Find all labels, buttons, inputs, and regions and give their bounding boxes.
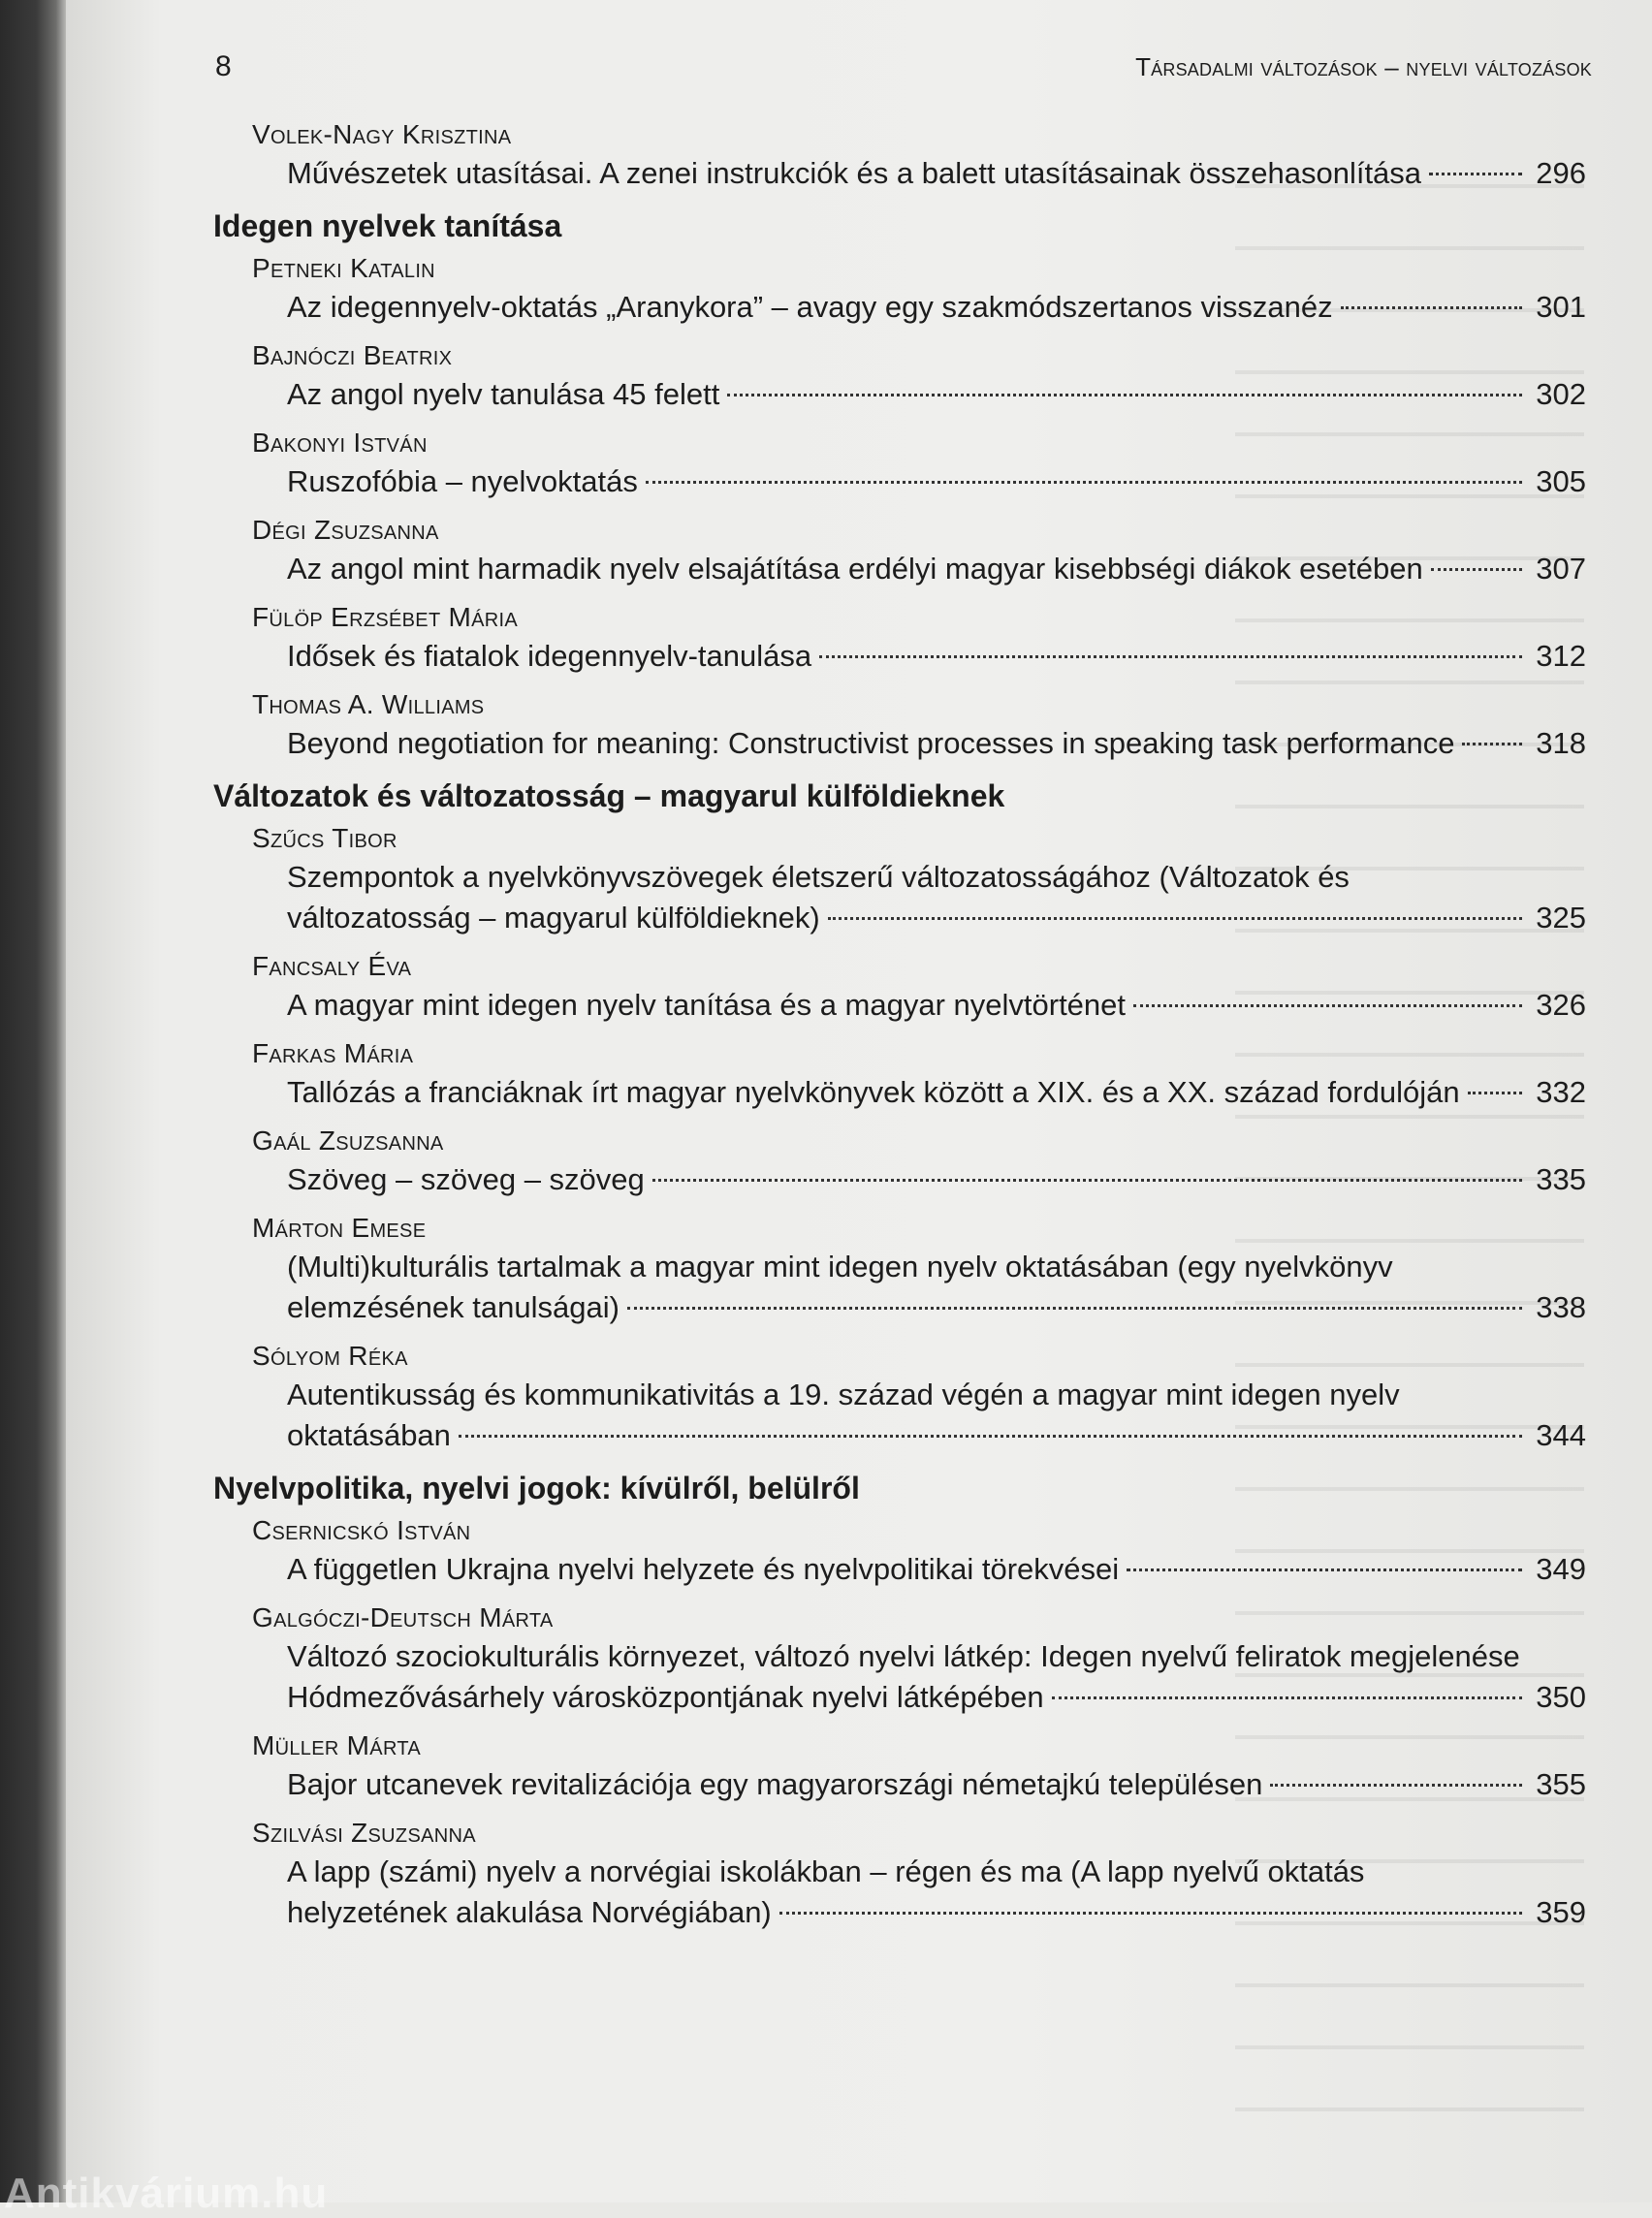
toc-entry[interactable] bbox=[194, 425, 1586, 502]
entry-title bbox=[194, 374, 1586, 415]
entry-title bbox=[194, 636, 1586, 677]
entry-title-last-line bbox=[287, 287, 1586, 328]
entry-author: Bajnóczi Beatrix bbox=[252, 340, 453, 370]
entry-author: Szűcs Tibor bbox=[252, 823, 397, 853]
entry-title-line: A független Ukrajna nyelvi helyzete és nyelvpolitikai törekvései bbox=[287, 1552, 1120, 1586]
entry-title-line: A magyar mint idegen nyelv tanítása és a magyar nyelvtörténet bbox=[287, 988, 1127, 1022]
entry-title-last-line bbox=[287, 723, 1586, 764]
entry-author: Petneki Katalin bbox=[252, 253, 435, 283]
entry-title-line: A lapp (számi) nyelv a norvégiai iskolákban – régen és ma (A lapp nyelvű oktatás bbox=[287, 1854, 1365, 1888]
dot-leader bbox=[1429, 173, 1522, 175]
entry-title-last-line bbox=[287, 374, 1586, 415]
entry-title-line: változatosság – magyarul külföldieknek) bbox=[287, 901, 820, 935]
dot-leader bbox=[779, 1912, 1522, 1915]
entry-title bbox=[194, 723, 1586, 764]
entry-title bbox=[194, 1375, 1586, 1456]
toc-entry[interactable] bbox=[194, 820, 1586, 938]
toc-entry[interactable] bbox=[194, 1727, 1586, 1805]
dot-leader bbox=[1133, 1004, 1522, 1007]
entry-title bbox=[194, 461, 1586, 502]
dot-leader bbox=[646, 481, 1522, 484]
entry-author: Sólyom Réka bbox=[252, 1341, 408, 1371]
entry-title bbox=[194, 153, 1586, 194]
entry-title bbox=[194, 549, 1586, 589]
dot-leader bbox=[828, 917, 1522, 920]
entry-author: Thomas A. Williams bbox=[252, 689, 485, 719]
entry-title-line: (Multi)kulturális tartalmak a magyar mint idegen nyelv oktatásában (egy nyelvkönyv bbox=[287, 1250, 1393, 1283]
entry-title-last-line bbox=[287, 636, 1586, 677]
entry-page-number: 338 bbox=[1536, 1290, 1586, 1324]
entry-title bbox=[194, 1636, 1586, 1718]
entry-page-number: 318 bbox=[1536, 726, 1586, 760]
entry-author: Müller Márta bbox=[252, 1730, 421, 1760]
entry-title-line: oktatásában bbox=[287, 1418, 451, 1452]
entry-page-number: 305 bbox=[1536, 464, 1586, 498]
entry-page-number: 312 bbox=[1536, 639, 1586, 673]
book-spine-shadow bbox=[0, 0, 66, 2202]
entry-title-line: Idősek és fiatalok idegennyelv-tanulása bbox=[287, 639, 812, 673]
entry-title-line: Ruszofóbia – nyelvoktatás bbox=[287, 464, 638, 498]
toc-entry[interactable] bbox=[194, 1338, 1586, 1456]
entry-title bbox=[194, 1549, 1586, 1590]
dot-leader bbox=[627, 1307, 1522, 1310]
page-number: 8 bbox=[215, 50, 232, 82]
entry-title-last-line bbox=[287, 1892, 1586, 1933]
entry-title-line: Az idegennyelv-oktatás „Aranykora” – avagy egy szakmódszertanos visszanéz bbox=[287, 290, 1333, 324]
section-heading: Változatok és változatosság – magyarul külföldieknek bbox=[213, 778, 1005, 813]
toc-entry[interactable] bbox=[194, 599, 1586, 677]
entry-title-last-line bbox=[287, 1072, 1586, 1113]
entry-page-number: 302 bbox=[1536, 377, 1586, 411]
section-heading: Nyelvpolitika, nyelvi jogok: kívülről, belülről bbox=[213, 1471, 860, 1505]
toc-entry[interactable] bbox=[194, 1123, 1586, 1200]
entry-author: Farkas Mária bbox=[252, 1038, 414, 1068]
toc-entry[interactable] bbox=[194, 948, 1586, 1026]
entry-title-line: elemzésének tanulságai) bbox=[287, 1290, 620, 1324]
entry-title bbox=[194, 1072, 1586, 1113]
entry-title bbox=[194, 1764, 1586, 1805]
toc-entry[interactable] bbox=[194, 116, 1586, 194]
toc-entry[interactable] bbox=[194, 1210, 1586, 1328]
entry-title-line: Az angol mint harmadik nyelv elsajátítása erdélyi magyar kisebbségi diákok esetében bbox=[287, 552, 1423, 586]
entry-page-number: 307 bbox=[1536, 552, 1586, 586]
entry-author: Fancsaly Éva bbox=[252, 951, 412, 981]
entry-title-line: Tallózás a franciáknak írt magyar nyelvkönyvek között a XIX. és a XX. század fordulóján bbox=[287, 1075, 1460, 1109]
entry-title-last-line bbox=[287, 1549, 1586, 1590]
entry-author: Márton Emese bbox=[252, 1213, 427, 1243]
entry-author: Szilvási Zsuzsanna bbox=[252, 1818, 476, 1848]
entry-page-number: 325 bbox=[1536, 901, 1586, 935]
toc-entry[interactable] bbox=[194, 1600, 1586, 1718]
entry-author: Dégi Zsuzsanna bbox=[252, 515, 439, 545]
entry-title bbox=[194, 857, 1586, 938]
entry-page-number: 296 bbox=[1536, 156, 1586, 190]
entry-title-last-line bbox=[287, 1415, 1586, 1456]
dot-leader bbox=[1270, 1784, 1522, 1787]
toc-entry[interactable] bbox=[194, 512, 1586, 589]
entry-title-last-line bbox=[287, 549, 1586, 589]
toc-entry[interactable] bbox=[194, 337, 1586, 415]
entry-page-number: 359 bbox=[1536, 1895, 1586, 1929]
toc-entry[interactable] bbox=[194, 1815, 1586, 1933]
entry-title-last-line bbox=[287, 1764, 1586, 1805]
entry-title-line: Művészetek utasításai. A zenei instrukciók és a balett utasításainak összehasonlítása bbox=[287, 156, 1422, 190]
toc-entry[interactable] bbox=[194, 1512, 1586, 1590]
entry-page-number: 355 bbox=[1536, 1767, 1586, 1801]
entry-title-line: Az angol nyelv tanulása 45 felett bbox=[287, 377, 720, 411]
entry-author: Bakonyi István bbox=[252, 428, 428, 458]
entry-page-number: 301 bbox=[1536, 290, 1586, 324]
entry-title bbox=[194, 985, 1586, 1026]
page-header bbox=[215, 50, 1592, 89]
table-of-contents bbox=[194, 116, 1586, 1943]
entry-title-last-line bbox=[287, 1159, 1586, 1200]
entry-page-number: 335 bbox=[1536, 1162, 1586, 1196]
entry-title-line: Változó szociokulturális környezet, változó nyelvi látkép: Idegen nyelvű feliratok megjelenése bbox=[287, 1639, 1520, 1673]
entry-author: Fülöp Erzsébet Mária bbox=[252, 602, 519, 632]
entry-title-line: Szöveg – szöveg – szöveg bbox=[287, 1162, 645, 1196]
entry-title bbox=[194, 287, 1586, 328]
toc-entry[interactable] bbox=[194, 686, 1586, 764]
entry-title-last-line bbox=[287, 985, 1586, 1026]
dot-leader bbox=[727, 394, 1522, 396]
dot-leader bbox=[1341, 306, 1522, 309]
entry-title bbox=[194, 1159, 1586, 1200]
entry-title-line: helyzetének alakulása Norvégiában) bbox=[287, 1895, 772, 1929]
entry-title-last-line bbox=[287, 1677, 1586, 1718]
watermark: Antikvárium.hu bbox=[4, 2170, 329, 2217]
entry-author: Galgóczi-Deutsch Márta bbox=[252, 1602, 554, 1632]
dot-leader bbox=[1431, 568, 1522, 571]
entry-title bbox=[194, 1247, 1586, 1328]
dot-leader bbox=[652, 1179, 1522, 1182]
dot-leader bbox=[1127, 1568, 1522, 1571]
entry-author: Volek-Nagy Krisztina bbox=[252, 119, 512, 149]
dot-leader bbox=[819, 655, 1522, 658]
entry-title-line: Autentikusság és kommunikativitás a 19. század végén a magyar mint idegen nyelv bbox=[287, 1378, 1400, 1411]
entry-page-number: 349 bbox=[1536, 1552, 1586, 1586]
dot-leader bbox=[1468, 1092, 1522, 1094]
entry-title-last-line bbox=[287, 898, 1586, 938]
entry-title-line: Szempontok a nyelvkönyvszövegek életszerű változatosságához (Változatok és bbox=[287, 860, 1350, 894]
entry-title-last-line bbox=[287, 153, 1586, 194]
dot-leader bbox=[1462, 743, 1522, 745]
entry-page-number: 326 bbox=[1536, 988, 1586, 1022]
entry-author: Gaál Zsuzsanna bbox=[252, 1125, 444, 1156]
entry-title-line: Bajor utcanevek revitalizációja egy magyarországi németajkú településen bbox=[287, 1767, 1263, 1801]
entry-author: Csernicskó István bbox=[252, 1515, 471, 1545]
entry-title-last-line bbox=[287, 1287, 1586, 1328]
entry-title bbox=[194, 1852, 1586, 1933]
dot-leader bbox=[1052, 1696, 1522, 1699]
section-heading: Idegen nyelvek tanítása bbox=[213, 208, 562, 243]
entry-title-line: Beyond negotiation for meaning: Constructivist processes in speaking task performance bbox=[287, 726, 1455, 760]
entry-page-number: 332 bbox=[1536, 1075, 1586, 1109]
toc-entry[interactable] bbox=[194, 250, 1586, 328]
entry-page-number: 350 bbox=[1536, 1680, 1586, 1714]
entry-title-line: Hódmezővásárhely városközpontjának nyelvi látképében bbox=[287, 1680, 1044, 1714]
running-title: Társadalmi változások – nyelvi változások bbox=[1135, 52, 1592, 81]
entry-page-number: 344 bbox=[1536, 1418, 1586, 1452]
toc-entry[interactable] bbox=[194, 1035, 1586, 1113]
entry-title-last-line bbox=[287, 461, 1586, 502]
dot-leader bbox=[459, 1435, 1522, 1438]
